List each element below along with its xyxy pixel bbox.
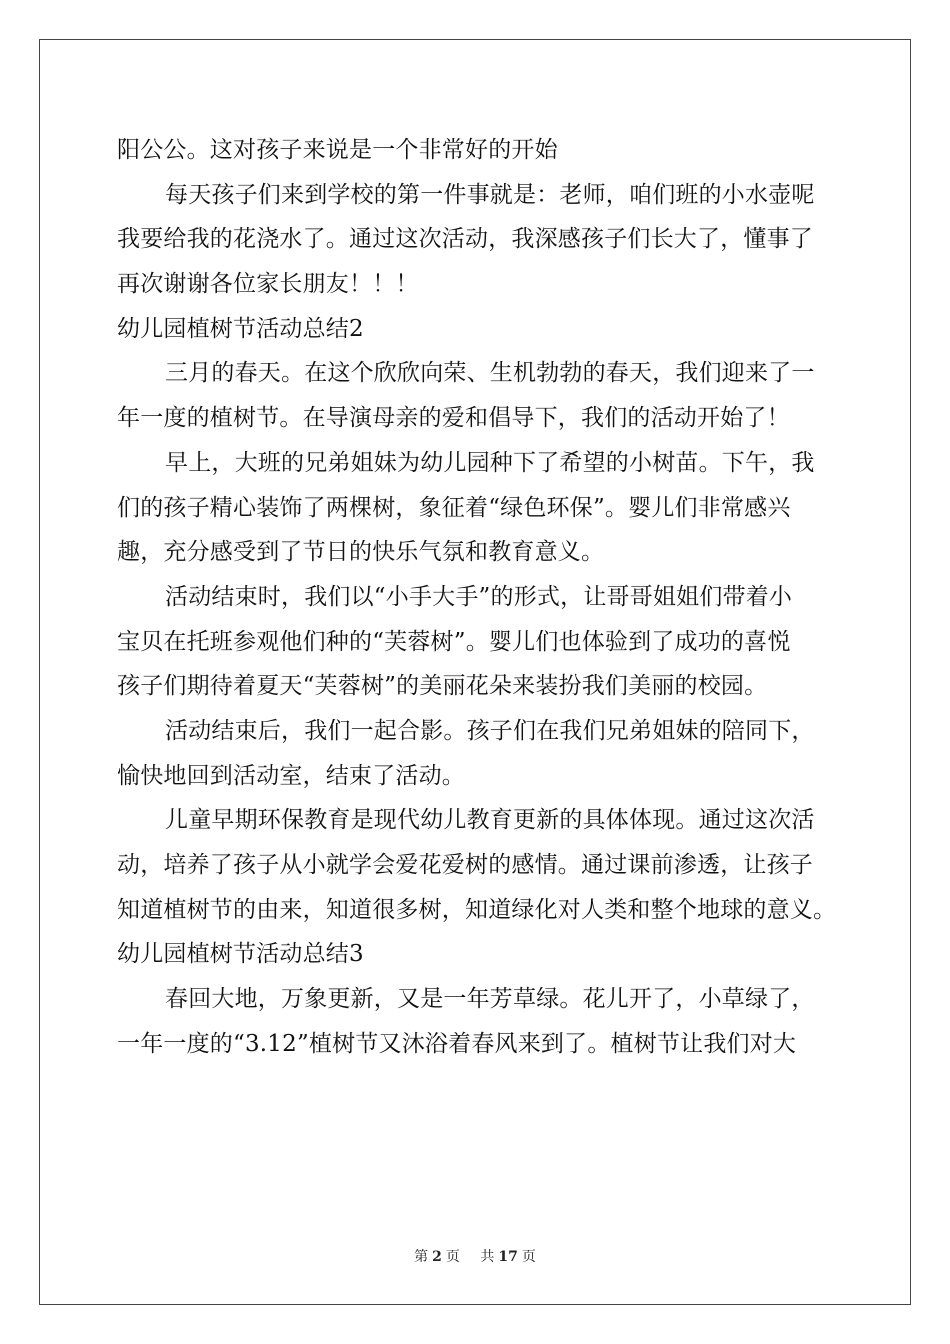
page-number: 2 — [432, 1249, 442, 1265]
text-line: 动，培养了孩子从小就学会爱花爱树的感情。通过课前渗透，让孩子 — [117, 852, 813, 878]
text-line: 们的孩子精心装饰了两棵树，象征着“绿色环保”。婴儿们非常感兴 — [117, 494, 791, 521]
text-line: 阳公公。这对孩子来说是一个非常好的开始 — [117, 137, 558, 163]
text-line: 孩子们期待着夏天“芙蓉树”的美丽花朵来装扮我们美丽的校园。 — [117, 673, 768, 700]
total-pages-indicator — [476, 1249, 539, 1265]
text-line: 再次谢谢各位家长朋友！！！ — [117, 271, 419, 298]
text-line: 年一度的植树节。在导演母亲的爱和倡导下，我们的活动开始了！ — [117, 405, 790, 432]
text-line: 每天孩子们来到学校的第一件事就是：老师，咱们班的小水壶呢 — [165, 181, 815, 208]
total-suffix: 页 — [521, 1249, 536, 1265]
current-page-indicator — [410, 1249, 464, 1265]
text-line: 儿童早期环保教育是现代幼儿教育更新的具体体现。通过这次活 — [165, 807, 815, 834]
page-suffix: 页 — [445, 1249, 460, 1265]
text-line: 知道植树节的由来，知道很多树，知道绿化对人类和整个地球的意义。 — [117, 896, 837, 923]
document-body — [117, 128, 842, 1066]
text-line: 三月的春天。在这个欣欣向荣、生机勃勃的春天，我们迎来了一 — [165, 360, 815, 387]
total-pages: 17 — [498, 1249, 518, 1265]
text-line: 春回大地，万象更新，又是一年芳草绿。花儿开了，小草绿了， — [165, 986, 815, 1013]
text-line: 活动结束后，我们一起合影。孩子们在我们兄弟姐妹的陪同下， — [165, 717, 815, 744]
text-line: 一年一度的“3.12”植树节又沐浴着春风来到了。植树节让我们对大 — [117, 1030, 797, 1057]
text-line: 我要给我的花浇水了。通过这次活动，我深感孩子们长大了，懂事了 — [117, 226, 813, 253]
text-line: 宝贝在托班参观他们种的“芙蓉树”。婴儿们也体验到了成功的喜悦 — [117, 628, 791, 655]
text-line: 趣，充分感受到了节日的快乐气氛和教育意义。 — [117, 539, 605, 566]
text-line: 幼儿园植树节活动总结2 — [117, 315, 364, 342]
text-line: 早上，大班的兄弟姐妹为幼儿园种下了希望的小树苗。下午，我 — [165, 449, 815, 476]
text-line: 活动结束时，我们以“小手大手”的形式，让哥哥姐姐们带着小 — [165, 583, 793, 610]
total-prefix: 共 — [480, 1249, 495, 1265]
text-line: 愉快地回到活动室，结束了活动。 — [117, 762, 465, 789]
page-prefix: 第 — [414, 1249, 429, 1265]
page-footer — [0, 1246, 950, 1266]
text-line: 幼儿园植树节活动总结3 — [117, 941, 364, 968]
